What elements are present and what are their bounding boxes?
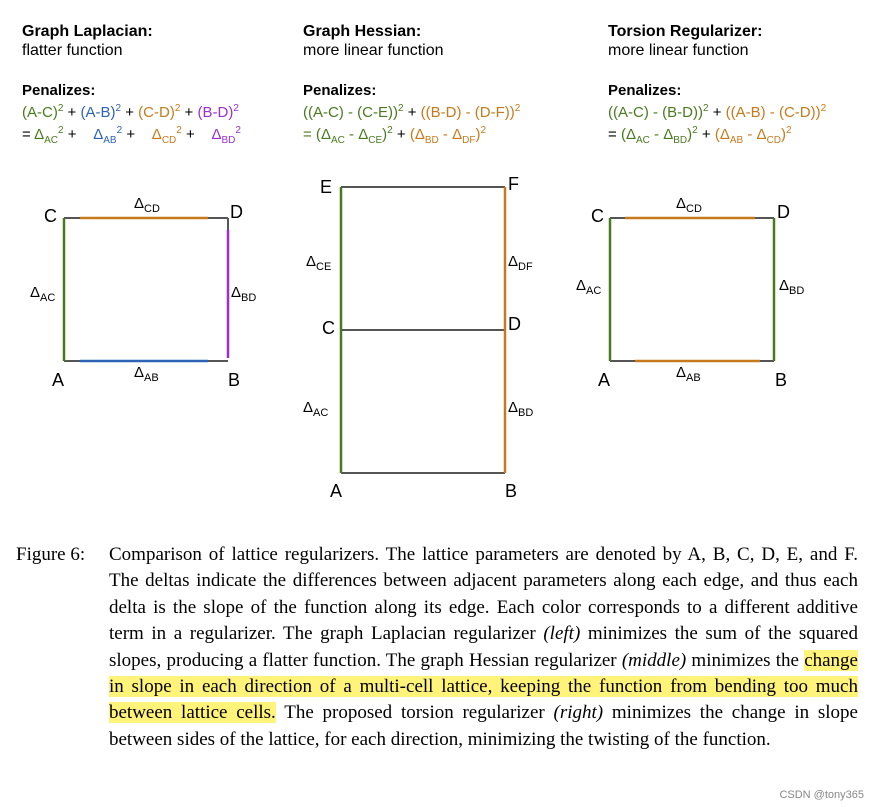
node-b-mid: B — [505, 481, 518, 501]
panel-left-subtitle: flatter function — [22, 42, 123, 59]
panel-left-title: Graph Laplacian: — [22, 23, 153, 40]
laplacian-penalizes-label: Penalizes: — [22, 82, 96, 99]
node-a-mid: A — [330, 481, 343, 501]
caption-body: Comparison of lattice regularizers. The lattice parameters are denoted by A, B, C, D, E, and F. The deltas indicate the differences between adjacent parameters along each edge, and thus each delta is the slope of the function along its edge. Each color corresponds to a different additive term in a regularizer. The graph Laplacian regularizer (left) minimizes the sum of the squared slopes, producing a flatter function. The graph Hessian regularizer (middle) minimizes the change in slope in each direction of a multi-cell lattice, keeping the function from bending too much between lattice cells. The proposed torsion regularizer (right) minimizes the change in slope between sides of the lattice, for each direction, minimizing the twisting of the function. — [109, 544, 858, 750]
hessian-penalizes-label: Penalizes: — [303, 82, 377, 99]
panel-middle-title: Graph Hessian: — [303, 23, 422, 40]
watermark: CSDN @tony365 — [779, 789, 864, 801]
hessian-formula-line1: ((A-C) - (C-E))$^2$ + ((B-D) - (D-F))$^2$ — [303, 103, 521, 121]
caption-highlight: change in slope in each direction of a multi-cell lattice, keeping the function from bending too much between lattice cells. — [109, 649, 858, 724]
torsion-penalizes-label: Penalizes: — [608, 82, 682, 99]
node-c-mid: C — [322, 318, 335, 338]
laplacian-lattice — [30, 195, 256, 390]
node-b-right: B — [775, 370, 788, 390]
torsion-formula-line2: = $(\Delta_{AC} - \Delta_{BD})^2 + (\Delta_{AB} - \Delta_{CD})^2$ — [608, 125, 792, 146]
node-c-right: C — [591, 206, 604, 226]
panel-right-title: Torsion Regularizer: — [608, 23, 763, 40]
node-a-left: A — [52, 370, 65, 390]
node-b-left: B — [228, 370, 241, 390]
label-delta-ce-mid: $\Delta_{CE}$ — [306, 253, 332, 273]
figure-label: Figure 6: — [16, 544, 86, 565]
label-delta-bd-left: $\Delta_{BD}$ — [231, 284, 257, 304]
panel-right-subtitle: more linear function — [608, 42, 749, 59]
hessian-lattice — [303, 174, 533, 501]
torsion-lattice — [576, 195, 804, 390]
panel-middle-subtitle: more linear function — [303, 42, 444, 59]
label-delta-cd-right: $\Delta_{CD}$ — [676, 195, 702, 215]
label-delta-ab-left: $\Delta_{AB}$ — [134, 364, 159, 384]
label-delta-cd-left: $\Delta_{CD}$ — [134, 195, 160, 215]
label-delta-bd-right: $\Delta_{BD}$ — [779, 277, 805, 297]
torsion-formula-line1: ((A-C) - (B-D))$^2$ + ((A-B) - (C-D))$^2$ — [608, 103, 827, 121]
label-delta-ac-mid: $\Delta_{AC}$ — [303, 399, 329, 419]
laplacian-formula-line2: = $\Delta_{AC}^2$ + $\Delta_{AB}^2$ + $\Delta_{CD}^2$ + $\Delta_{BD}^2$ — [22, 125, 241, 146]
node-c-left: C — [44, 206, 57, 226]
label-delta-ac-right: $\Delta_{AC}$ — [576, 277, 602, 297]
label-delta-ab-right: $\Delta_{AB}$ — [676, 364, 701, 384]
node-d-right: D — [777, 202, 790, 222]
label-delta-df-mid: $\Delta_{DF}$ — [508, 253, 533, 273]
node-a-right: A — [598, 370, 611, 390]
figure-caption — [16, 542, 858, 753]
label-delta-ac-left: $\Delta_{AC}$ — [30, 284, 56, 304]
node-f-mid: F — [508, 174, 519, 194]
node-d-left: D — [230, 202, 243, 222]
label-delta-bd-mid: $\Delta_{BD}$ — [508, 399, 534, 419]
node-d-mid: D — [508, 314, 521, 334]
node-e-mid: E — [320, 177, 333, 197]
laplacian-formula-line1: $(A-C)^2 + (A-B)^2 + (C-D)^2 + (B-D)^2$ — [22, 103, 239, 121]
hessian-formula-line2: = $(\Delta_{AC} - \Delta_{CE})^2 + (\Delta_{BD} - \Delta_{DF})^2$ — [303, 125, 487, 146]
